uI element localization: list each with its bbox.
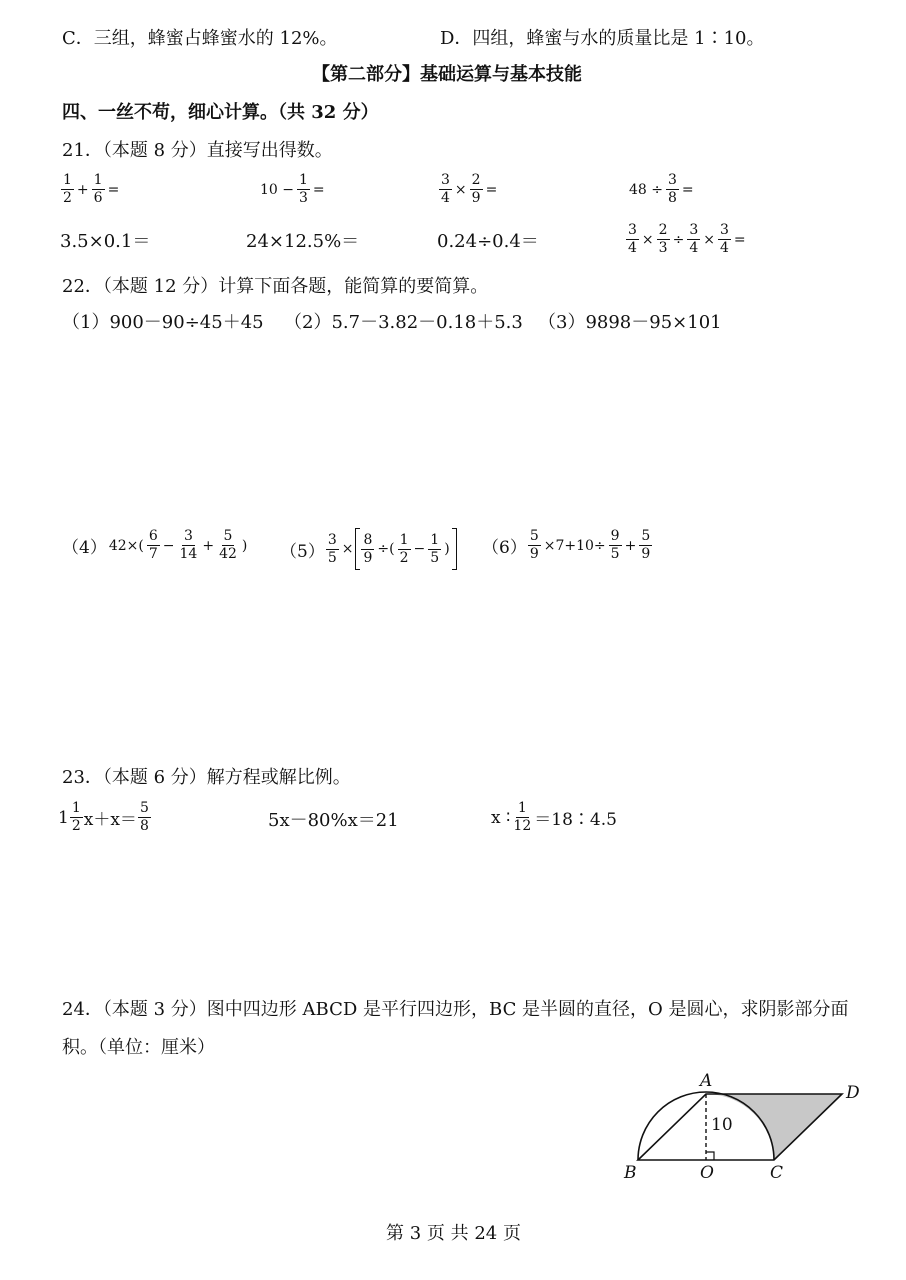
q22-p2: （2）5.7－3.82－0.18＋5.3 bbox=[284, 312, 523, 333]
q22-title: 22．（本题 12 分）计算下面各题，能简算的要简算。 bbox=[62, 276, 489, 297]
q22-p6: （6） $\frac{5}{9}$ ×7+10÷ $\frac{9}{5}$ + $\frac{5}{9}$ bbox=[482, 528, 651, 562]
q22-p1: （1）900－90÷45＋45 bbox=[62, 312, 264, 333]
q23-e3: x ∶ $\frac{1}{12}$ ＝18∶4.5 bbox=[491, 800, 617, 834]
q22-p3: （3）9898－95×101 bbox=[538, 312, 722, 333]
q23-title: 23．（本题 6 分）解方程或解比例。 bbox=[62, 767, 351, 788]
q21-r1-e1: $\frac{1}{2}$ + $\frac{1}{6}$ = bbox=[63, 172, 120, 206]
q21-r2-e3: 0.24÷0.4＝ bbox=[437, 231, 539, 252]
q21-title: 21．（本题 8 分）直接写出得数。 bbox=[62, 140, 333, 161]
parallelogram-semicircle-figure bbox=[618, 1066, 878, 1190]
label-height: 10 bbox=[711, 1115, 733, 1135]
label-d: D bbox=[846, 1083, 860, 1103]
q23-e2: 5x－80%x＝21 bbox=[268, 810, 399, 831]
q21-r2-e4: $\frac{3}{4}$ × $\frac{2}{3}$ ÷ $\frac{3}{4}$ × $\frac{3}{4}$ = bbox=[628, 222, 746, 256]
label-b: B bbox=[624, 1163, 637, 1183]
right-square-bracket bbox=[452, 528, 457, 570]
q21-r1-e3: $\frac{3}{4}$ × $\frac{2}{9}$ = bbox=[441, 172, 498, 206]
q21-r1-e2: 10 − $\frac{1}{3}$ = bbox=[260, 172, 325, 206]
q22-p4: （4） 42×( $\frac{6}{7}$ − $\frac{3}{14}$ + $\frac{5}{42}$ ) bbox=[62, 528, 248, 562]
option-c: C．三组，蜂蜜占蜂蜜水的 12%。 bbox=[62, 28, 338, 49]
q24-text-line2: 积。（单位：厘米） bbox=[62, 1037, 215, 1058]
section-heading: 四、一丝不苟，细心计算。（共 32 分） bbox=[62, 102, 379, 123]
q24-text-line1: 24．（本题 3 分）图中四边形 ABCD 是平行四边形，BC 是半圆的直径，O 是圆心，求阴影部分面 bbox=[62, 999, 849, 1020]
q22-p5: （5） $\frac{3}{5}$ × $\frac{8}{9}$ ÷( $\frac{1}{2}$ − $\frac{1}{5}$ ) bbox=[280, 528, 457, 570]
q21-r2-e1: 3.5×0.1＝ bbox=[60, 231, 151, 252]
label-c: C bbox=[770, 1163, 784, 1183]
left-square-bracket bbox=[355, 528, 360, 570]
q23-e1: 1 $\frac{1}{2}$ x＋x＝ $\frac{5}{8}$ bbox=[58, 800, 149, 834]
right-angle-mark bbox=[706, 1152, 714, 1160]
label-a: A bbox=[700, 1071, 713, 1091]
label-o: O bbox=[700, 1163, 714, 1183]
q21-r1-e4: 48 ÷ $\frac{3}{8}$ = bbox=[629, 172, 694, 206]
q21-r2-e2: 24×12.5%＝ bbox=[246, 231, 360, 252]
part-title: 【第二部分】基础运算与基本技能 bbox=[312, 64, 582, 85]
page-footer: 第 3 页 共 24 页 bbox=[386, 1223, 521, 1244]
option-d: D．四组，蜂蜜与水的质量比是 1∶10。 bbox=[440, 28, 765, 49]
